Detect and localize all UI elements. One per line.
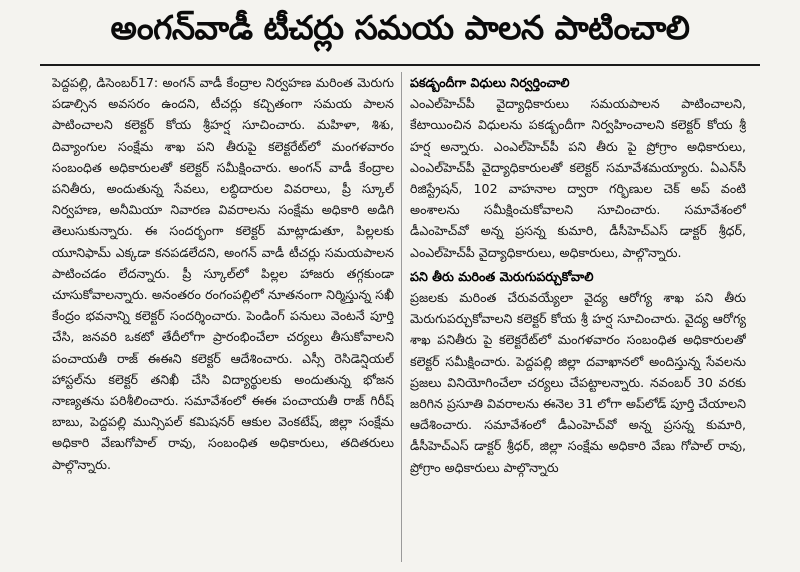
section1-heading: పకడ్బందీగా విధులు నిర్వర్తించాలి [410,75,570,90]
section2-heading: పని తీరు మరింత మెరుగుపర్చుకోవాలి [410,268,594,284]
left-column [52,72,394,566]
headline-rule [40,64,760,66]
column-divider [401,72,402,562]
section2-paragraph: ప్రజలకు మరింత చేరువయ్యేలా వైద్య ఆరోగ్య శాఖ పని తీరు మెరుగుపర్చుకోవాలని కలెక్టర్ కోయ శ్రీ హర్ష సూచించారు. వైద్య ఆరోగ్య శాఖ పనితీరు పై కలెక్టరేట్‌లో మంగళవారం సంబంధిత అధికారులతో కలెక్టర్ సమీక్షించారు. పెద్దపల్లి జిల్లా దవాఖానలో అందిస్తున్న సేవలను ప్రజలు వినియోగించేలా చర్యలు చేపట్టాలన్నారు. నవంబర్ 30 వరకు జరిగిన ప్రసూతి వివరాలను ఈనెల 31 లోగా అప్‌లోడ్ పూర్తి చేయాలని ఆదేశించారు. సమావేశంలో డీఎంహెచ్‌వో అన్న ప్రసన్న కుమారి, డీసీహెచ్ఎస్ డాక్టర్ శ్రీధర్, జిల్లా సంక్షేమ అధికారి వేణు గోపాల్ రావు, ప్రోగ్రాం అధికారులు పాల్గొన్నారు [410,290,746,475]
headline: అంగన్‌వాడీ టీచర్లు సమయ పాలన పాటించాలి [110,7,690,47]
right-column [410,72,746,566]
left-paragraph: పెద్దపల్లి, డిసెంబర్17: అంగన్ వాడీ కేంద్రాల నిర్వహణ మరింత మెరుగు పడాల్సిన అవసరం ఉందని, టీచర్లు కచ్చితంగా సమయ పాలన పాటించాలని కలెక్టర్ కోయ శ్రీహర్ష సూచించారు. మహిళా, శిశు, దివ్యాంగుల సంక్షేమ శాఖ పని తీరుపై కలెక్టరేట్‌లో మంగళవారం సంబంధిత అధికారులతో కలెక్టర్ సమీక్షించారు. అంగన్ వాడీ కేంద్రాల పనితీరు, అందుతున్న సేవలు, లబ్ధిదారుల వివరాలు, ప్రీ స్కూల్ నిర్వహణ, అనీమియా నివారణ వివరాలను సంక్షేమ అధికారి అడిగి తెలుసుకున్నారు. ఈ సందర్భంగా కలెక్టర్ మాట్లాడుతూ, పిల్లలకు యూనిఫామ్ ఎక్కడా కనపడలేదని, అంగన్ వాడీ టీచర్లు సమయపాలన పాటించడం లేదన్నారు. ప్రీ స్కూల్‌లో పిల్లల హాజరు తగ్గకుండా చూసుకోవాలన్నారు. అనంతరం రంగంపల్లిలో నూతనంగా నిర్మిస్తున్న సఖీ కేంద్రం భవనాన్ని కలెక్టర్ సందర్శించారు. పెండింగ్ పనులు వెంటనే పూర్తి చేసి, జనవరి ఒకటో తేదీలోగా ప్రారంభించేలా చర్యలు తీసుకోవాలని పంచాయతీ రాజ్ ఈఈని కలెక్టర్ ఆదేశించారు. ఎస్సీ రెసిడెన్షియల్ హాస్టల్‌ను కలెక్టర్ తనిఖీ చేసి విద్యార్థులకు అందుతున్న భోజన నాణ్యతను పరిశీలించారు. సమావేశంలో ఈఈ పంచాయతీ రాజ్ గిరీష్ బాబు, పెద్దపల్లి మున్సిపల్ కమిషనర్ ఆకుల వెంకటేష్, జిల్లా సంక్షేమ అధికారి వేణుగోపాల్ రావు, సంబంధిత అధికారులు, తదితరులు పాల్గొన్నారు. [52,75,394,472]
section1-paragraph: ఎంఎల్‌హెచ్‌పీ వైద్యాధికారులు సమయపాలన పాటించాలని, కేటాయించిన విధులను పకడ్బందీగా నిర్వహించాలని కలెక్టర్ కోయ శ్రీ హర్ష అన్నారు. ఎంఎల్‌హెచ్‌పీ పని తీరు పై ప్రోగ్రాం అధికారులు, ఎంఎల్‌హెచ్‌పీ వైద్యాధికారులతో కలెక్టర్ సమావేశమయ్యారు. ఏఎన్‌సీ రిజిస్ట్రేషన్, 102 వాహనాల ద్వారా గర్భిణుల చెక్ అప్ వంటి అంశాలను సమీక్షించుకోవాలని సూచించారు. సమావేశంలో డీఎంహెచ్‌వో అన్న ప్రసన్న కుమారి, డీసీహెచ్ఎస్ డాక్టర్ శ్రీధర్, ఎంఎల్‌హెచ్‌పీ వైద్యాధికారులు, అధికారులు, పాల్గొన్నారు. [410,96,746,260]
